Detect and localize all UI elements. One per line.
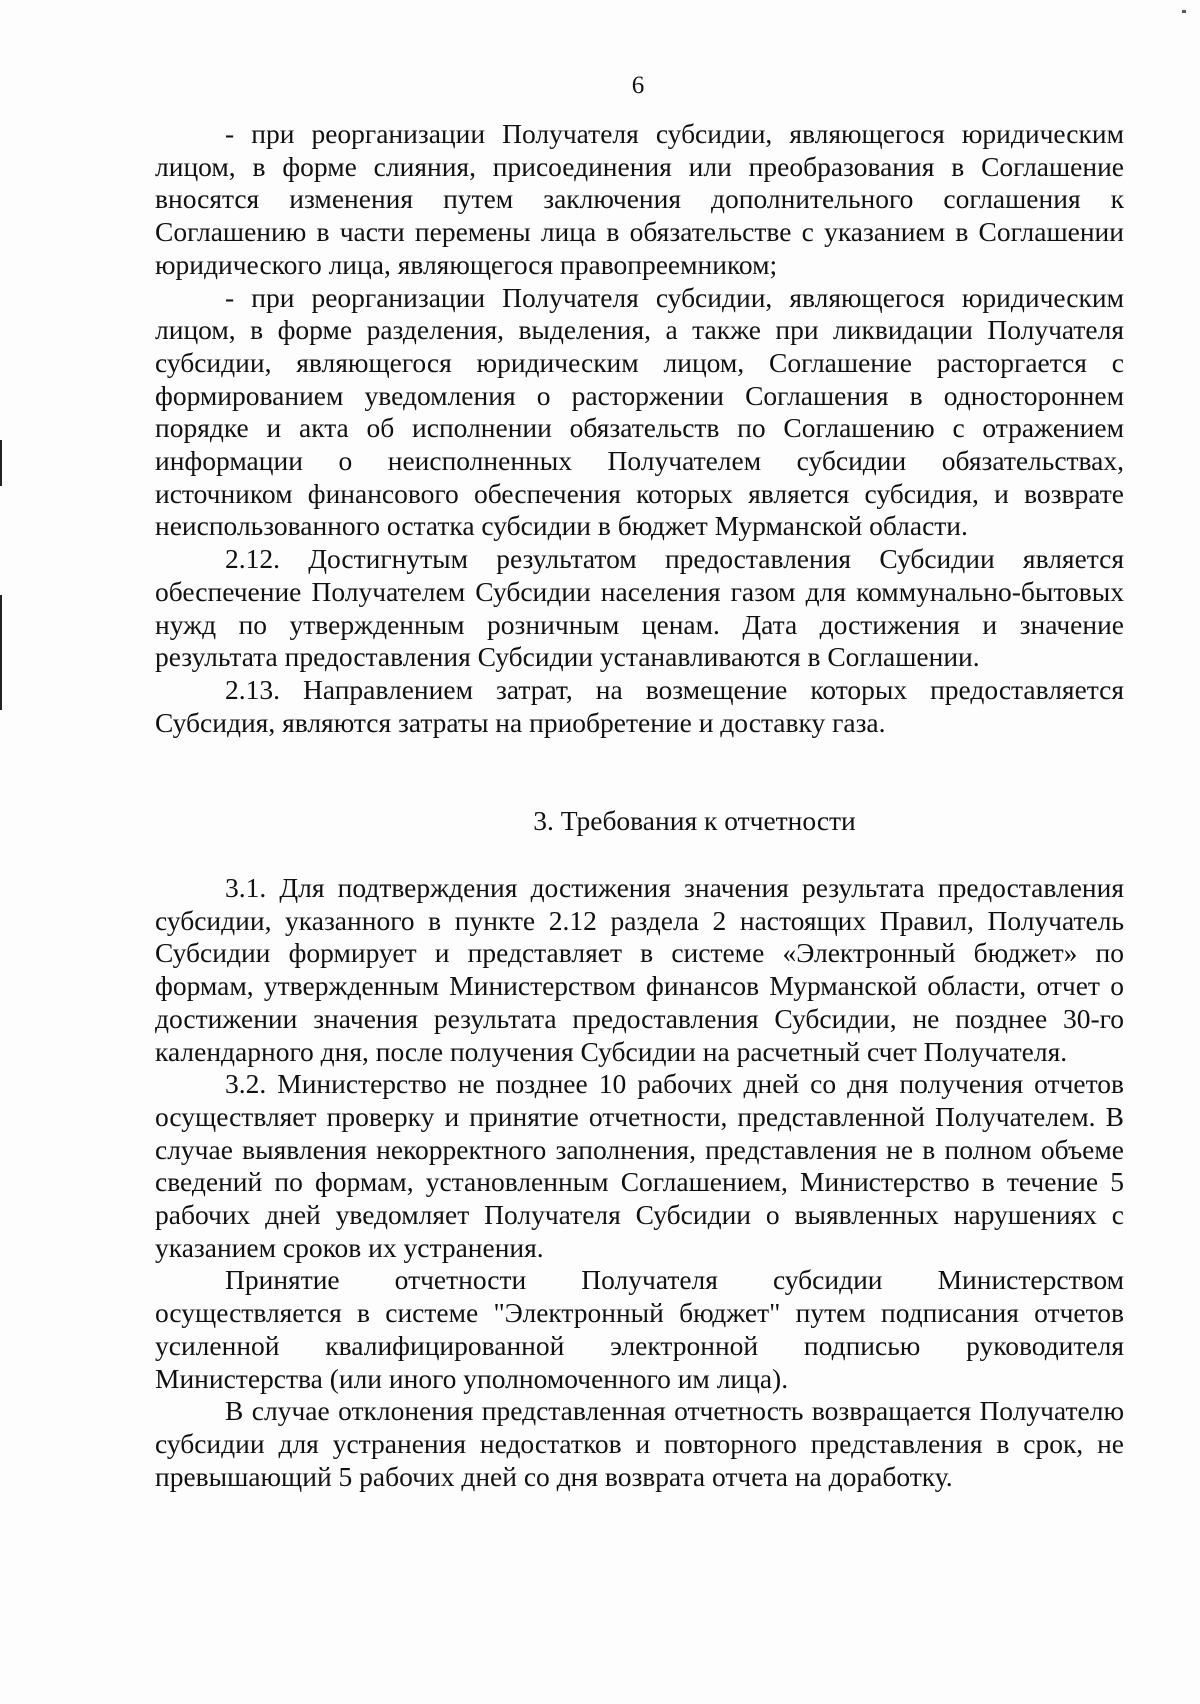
paragraph-2-12: 2.12. Достигнутым результатом предоставления Субсидии является обеспечение Получателем Субсидии населения газом для коммунально-бытовых нужд по утвержденным розничным ценам. Дата достижения и значение результата предоставления Субсидии устанавливаются в Соглашении.	[155, 543, 1124, 673]
scan-artifact	[0, 440, 2, 486]
paragraph-reorganization-division: - при реорганизации Получателя субсидии, являющегося юридическим лицом, в форме разделения, выделения, а также при ликвидации Получателя субсидии, являющегося юридическим лицом, Соглашение расторгается с формированием уведомления о расторжении Соглашения в одностороннем порядке и акта об исполнении обязательств по Соглашению с отражением информации о неисполненных Получателем субсидии обязательствах, источником финансового обеспечения которых является субсидия, и возврате неиспользованного остатка субсидии в бюджет Мурманской области.	[155, 281, 1124, 542]
page-number: 6	[631, 72, 645, 99]
scan-artifact	[0, 595, 2, 710]
paragraph-3-1: 3.1. Для подтверждения достижения значения результата предоставления субсидии, указанного в пункте 2.12 раздела 2 настоящих Правил, Получатель Субсидии формирует и представляет в системе «Электронный бюджет» по формам, утвержденным Министерством финансов Мурманской области, отчет о достижении значения результата предоставления Субсидии, не позднее 30-го календарного дня, после получения Субсидии на расчетный счет Получателя.	[155, 872, 1124, 1067]
paragraph-2-13: 2.13. Направлением затрат, на возмещение которых предоставляется Субсидия, являются затраты на приобретение и доставку газа.	[155, 673, 1124, 738]
section-3-heading: 3. Требования к отчетности	[533, 805, 856, 836]
section-2-text	[155, 118, 1124, 739]
paragraph-reorganization-merger: - при реорганизации Получателя субсидии, являющегося юридическим лицом, в форме слияния, присоединения или преобразования в Соглашение вносятся изменения путем заключения дополнительного соглашения к Соглашению в части перемены лица в обязательстве с указанием в Соглашении юридического лица, являющегося правопреемником;	[155, 118, 1124, 280]
paragraph-rejection: В случае отклонения представленная отчетность возвращается Получателю субсидии для устранения недостатков и повторного представления в срок, не превышающий 5 рабочих дней со дня возврата отчета на доработку.	[155, 1395, 1124, 1492]
scan-artifact	[1182, 10, 1186, 13]
paragraph-acceptance: Принятие отчетности Получателя субсидии Министерством осуществляется в системе "Электронный бюджет" путем подписания отчетов усиленной квалифицированной электронной подписью руководителя Министерства (или иного уполномоченного им лица).	[155, 1264, 1124, 1394]
paragraph-3-2: 3.2. Министерство не позднее 10 рабочих дней со дня получения отчетов осуществляет проверку и принятие отчетности, представленной Получателем. В случае выявления некорректного заполнения, представления не в полном объеме сведений по формам, установленным Соглашением, Министерство в течение 5 рабочих дней уведомляет Получателя Субсидии о выявленных нарушениях с указанием сроков их устранения.	[155, 1068, 1124, 1263]
section-3-text	[155, 872, 1124, 1493]
